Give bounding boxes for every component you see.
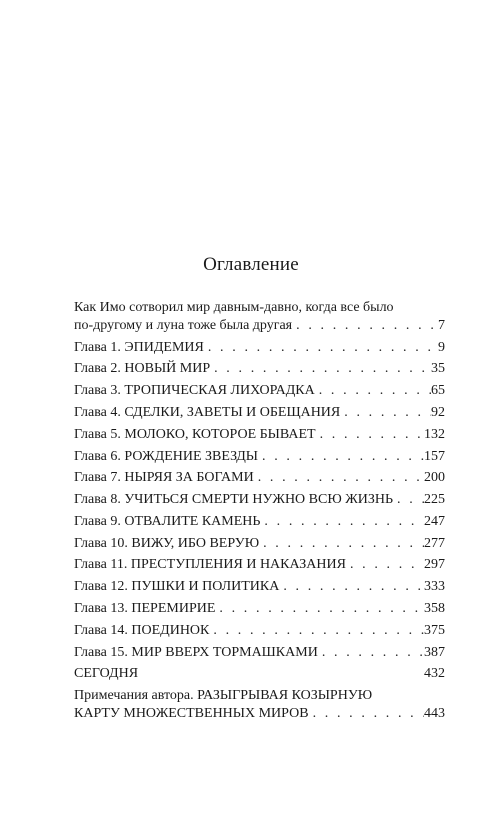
toc-entry-label: Глава 3. ТРОПИЧЕСКАЯ ЛИХОРАДКА: [74, 383, 315, 399]
toc-entry-label-line2: КАРТУ МНОЖЕСТВЕННЫХ МИРОВ: [74, 706, 309, 722]
toc-entry-label-line1: Примечания автора. РАЗЫГРЫВАЯ КОЗЫРНУЮ: [74, 688, 373, 704]
toc-entry: [74, 535, 445, 553]
toc-page-number: 297: [424, 557, 445, 573]
dot-leader: [254, 469, 424, 487]
toc-page-number: 35: [431, 361, 445, 377]
toc-entry: [74, 339, 445, 357]
dot-leader: [393, 491, 424, 509]
dot-leader: [318, 644, 424, 662]
toc-page-number: 9: [438, 339, 445, 355]
toc-page-number: 247: [424, 513, 445, 529]
toc-entry: [74, 622, 445, 640]
toc-page-number: 200: [424, 470, 445, 486]
dot-leader: [258, 448, 424, 466]
toc-page-number: 92: [431, 405, 445, 421]
toc-entry-label: Глава 6. РОЖДЕНИЕ ЗВЕЗДЫ: [74, 448, 259, 464]
toc-entry: [74, 491, 445, 509]
table-of-contents: [74, 299, 445, 727]
toc-entry-label: Глава 9. ОТВАЛИТЕ КАМЕНЬ: [74, 513, 261, 529]
toc-entry: [74, 513, 445, 531]
toc-page-number: 65: [431, 383, 445, 399]
dot-leader: [292, 317, 438, 335]
toc-entry-label-line2: по-другому и луна тоже была другая: [74, 317, 293, 333]
dot-leader: [215, 600, 424, 618]
dot-leader: [316, 426, 424, 444]
toc-entry-label: Глава 12. ПУШКИ И ПОЛИТИКА: [74, 579, 280, 595]
dot-leader: [279, 578, 424, 596]
toc-entry-label: Глава 15. МИР ВВЕРХ ТОРМАШКАМИ: [74, 644, 318, 660]
toc-page-number: 132: [424, 426, 445, 442]
toc-entry-label: Глава 1. ЭПИДЕМИЯ: [74, 339, 204, 355]
toc-entry: [74, 578, 445, 596]
toc-entry: [74, 469, 445, 487]
toc-page-number: 375: [424, 622, 445, 638]
toc-entry-today: [74, 665, 445, 683]
dot-leader: [346, 556, 424, 574]
dot-leader: [204, 339, 438, 357]
toc-page-number: 7: [438, 317, 445, 333]
toc-entry-label: Глава 5. МОЛОКО, КОТОРОЕ БЫВАЕТ: [74, 426, 316, 442]
toc-page-number: 432: [424, 666, 445, 682]
dot-leader: [209, 622, 424, 640]
toc-entry: [74, 556, 445, 574]
toc-entry-label: Глава 2. НОВЫЙ МИР: [74, 361, 211, 377]
toc-entry-label: СЕГОДНЯ: [74, 666, 139, 682]
toc-entry-label: Глава 10. ВИЖУ, ИБО ВЕРУЮ: [74, 535, 260, 551]
toc-page-number: 225: [424, 492, 445, 508]
toc-entry-label: Глава 4. СДЕЛКИ, ЗАВЕТЫ И ОБЕЩАНИЯ: [74, 405, 341, 421]
toc-entry: [74, 360, 445, 378]
toc-entry-label-line1: Как Имо сотворил мир давным-давно, когда все было: [74, 300, 394, 315]
toc-entry-prologue: [74, 299, 445, 335]
toc-entry: [74, 426, 445, 444]
toc-page-number: 333: [424, 579, 445, 595]
toc-entry: [74, 382, 445, 400]
toc-entry: [74, 404, 445, 422]
page-title: Оглавление: [203, 254, 299, 275]
dot-leader: [309, 705, 424, 723]
dot-leader: [259, 535, 424, 553]
toc-entry-label: Глава 13. ПЕРЕМИРИЕ: [74, 601, 216, 617]
toc-entry: [74, 600, 445, 618]
toc-entry-label: Глава 14. ПОЕДИНОК: [74, 622, 210, 638]
toc-page-number: 157: [424, 448, 445, 464]
toc-entry: [74, 644, 445, 662]
toc-page-number: 387: [424, 644, 445, 660]
toc-entry-label: Глава 11. ПРЕСТУПЛЕНИЯ И НАКАЗАНИЯ: [74, 557, 346, 573]
dot-leader: [210, 360, 431, 378]
toc-page-number: 443: [424, 706, 445, 722]
dot-leader: [315, 382, 431, 400]
dot-leader: [260, 513, 424, 531]
dot-leader: [340, 404, 431, 422]
toc-page-number: 358: [424, 601, 445, 617]
toc-entry-notes: [74, 687, 445, 723]
toc-entry-label: Глава 8. УЧИТЬСЯ СМЕРТИ НУЖНО ВСЮ ЖИЗНЬ: [74, 492, 394, 508]
toc-entry-label: Глава 7. НЫРЯЯ ЗА БОГАМИ: [74, 470, 254, 486]
toc-entry: [74, 448, 445, 466]
toc-page-number: 277: [424, 535, 445, 551]
